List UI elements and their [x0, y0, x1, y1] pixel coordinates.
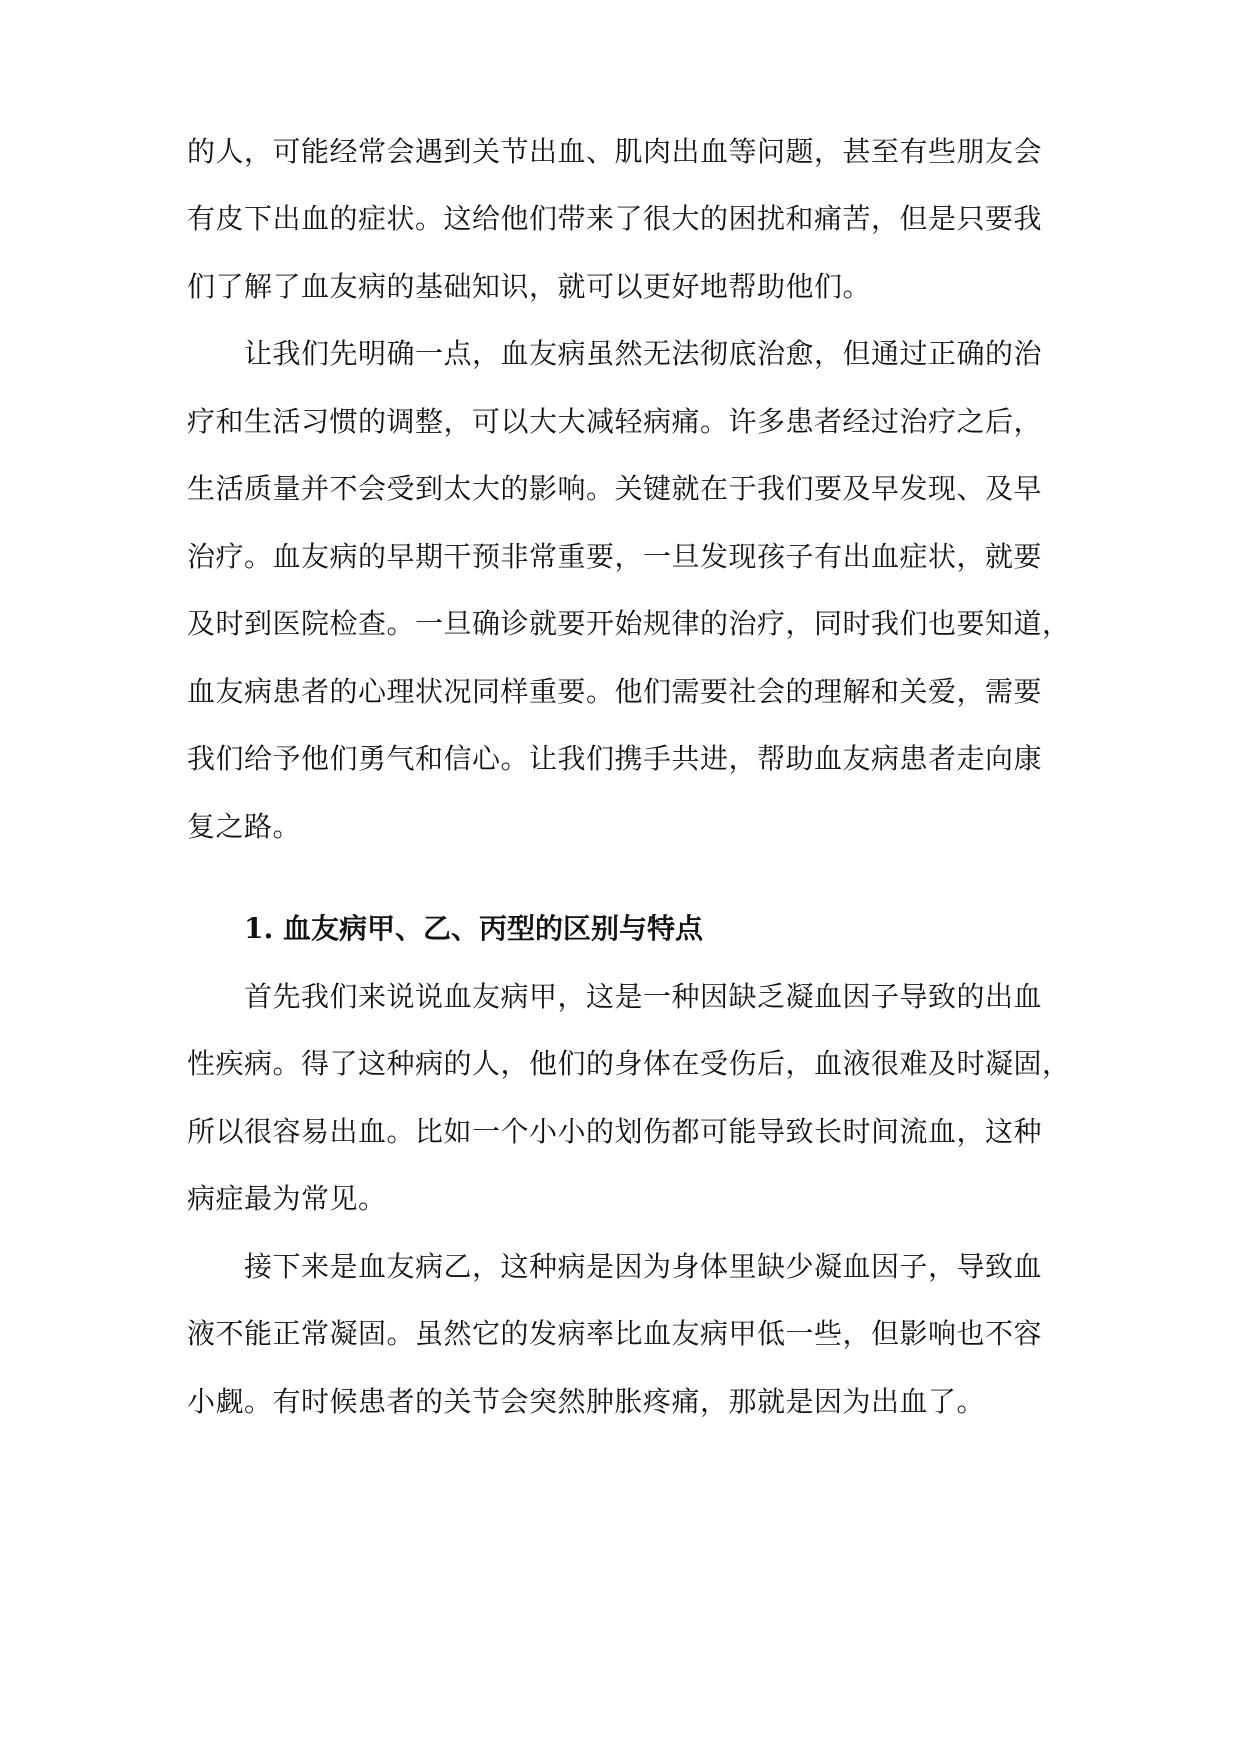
paragraph-1-line-2: 有皮下出血的症状。这给他们带来了很大的困扰和痛苦，但是只要我	[187, 202, 1043, 235]
section-paragraph-1-line-2: 性疾病。得了这种病的人，他们的身体在受伤后，血液很难及时凝固，	[187, 1047, 1071, 1080]
section-heading: 1. 血友病甲、乙、丙型的区别与特点	[244, 912, 703, 945]
paragraph-2-line-5: 及时到医院检查。一旦确诊就要开始规律的治疗，同时我们也要知道，	[187, 607, 1071, 640]
paragraph-2-line-3: 生活质量并不会受到太大的影响。关键就在于我们要及早发现、及早	[187, 472, 1043, 505]
paragraph-2-line-2: 疗和生活习惯的调整，可以大大减轻病痛。许多患者经过治疗之后，	[187, 405, 1043, 438]
section-paragraph-1-line-4: 病症最为常见。	[187, 1182, 387, 1215]
paragraph-2-line-8: 复之路。	[187, 810, 302, 843]
paragraph-1-line-3: 们了解了血友病的基础知识，就可以更好地帮助他们。	[187, 270, 872, 303]
paragraph-2-line-4: 治疗。血友病的早期干预非常重要，一旦发现孩子有出血症状，就要	[187, 540, 1043, 573]
section-paragraph-2-line-1: 接下来是血友病乙，这种病是因为身体里缺少凝血因子，导致血	[244, 1250, 1043, 1283]
paragraph-2-line-6: 血友病患者的心理状况同样重要。他们需要社会的理解和关爱，需要	[187, 675, 1043, 708]
section-paragraph-1-line-3: 所以很容易出血。比如一个小小的划伤都可能导致长时间流血，这种	[187, 1115, 1043, 1148]
paragraph-2-line-7: 我们给予他们勇气和信心。让我们携手共进，帮助血友病患者走向康	[187, 742, 1043, 775]
section-paragraph-2-line-3: 小觑。有时候患者的关节会突然肿胀疼痛，那就是因为出血了。	[187, 1385, 986, 1418]
section-paragraph-2-line-2: 液不能正常凝固。虽然它的发病率比血友病甲低一些，但影响也不容	[187, 1317, 1043, 1350]
paragraph-2-line-1: 让我们先明确一点，血友病虽然无法彻底治愈，但通过正确的治	[244, 337, 1043, 370]
paragraph-1-line-1: 的人，可能经常会遇到关节出血、肌肉出血等问题，甚至有些朋友会	[187, 135, 1043, 168]
section-paragraph-1-line-1: 首先我们来说说血友病甲，这是一种因缺乏凝血因子导致的出血	[244, 980, 1043, 1013]
